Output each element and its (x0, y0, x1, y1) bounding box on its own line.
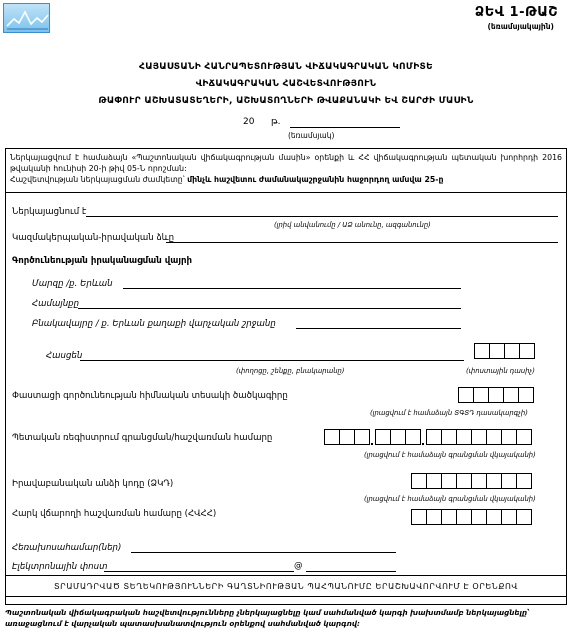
intro-text (10, 152, 562, 185)
divider (6, 596, 566, 597)
org-legal-form-field[interactable] (166, 242, 558, 243)
divider (6, 192, 566, 193)
state-registry-cells[interactable] (324, 429, 531, 445)
community-label: Համայնքը (32, 299, 80, 309)
email-user-field[interactable] (104, 571, 294, 572)
main-activity-note: (լրացվում է համաձայն ՏԳՏԴ դասակարգչի) (370, 409, 528, 417)
year-label: 20 (243, 117, 255, 127)
deadline-prefix: Հաշվետվության ներկայացման ժամկետը՝ (10, 175, 185, 184)
year-suffix: թ. (271, 117, 281, 127)
form-code: ՁԵՎ 1-ԹԱՇ (474, 5, 558, 20)
email-domain-field[interactable] (306, 571, 396, 572)
main-activity-cells[interactable] (458, 387, 533, 403)
quarter-note: (եռամսյակ) (288, 131, 335, 140)
legal-entity-code-label: Իրավաբանական անձի կոդը (ՁԿԴ) (12, 479, 174, 489)
org-legal-form-label: Կազմակերպական-իրավական ձևը (12, 233, 175, 243)
region-field[interactable] (123, 288, 461, 289)
settlement-label: Բնակավայրը / ք. Երևան քաղաքի վարչական շրջանը (32, 319, 276, 329)
settlement-field[interactable] (296, 328, 461, 329)
postal-code-note: (փոստային դասիչ) (466, 367, 535, 375)
community-field[interactable] (78, 308, 461, 309)
statistics-committee-logo (3, 3, 50, 33)
submitted-by-field[interactable] (86, 216, 558, 217)
submitted-by-note: (լրիվ անվանումը / ԱՁ անունը, ազգանունը) (274, 221, 431, 229)
form-body (5, 148, 567, 605)
actual-location-heading: Գործունեության իրականացման վայրի (12, 256, 193, 266)
address-note: (փողոցը, շենքը, բնակարանը) (236, 367, 345, 375)
email-label: Էլեկտրոնային փոստ (12, 562, 108, 572)
legal-entity-code-note: (լրացվում է համաձայն գրանցման վկայականի) (364, 495, 536, 503)
taxpayer-id-label: Հարկ վճարողի հաշվառման համարը (ՀՎՀՀ) (12, 509, 217, 519)
main-activity-label: Փաստացի գործունեության հիմնական տեսակի ծածկագիրը (12, 391, 288, 401)
phones-field[interactable] (131, 552, 396, 553)
legal-entity-code-cells[interactable] (411, 473, 531, 489)
region-label: Մարզը /ք. Երևան (32, 279, 113, 289)
title-line-1: ՀԱՅԱՍՏԱՆԻ ՀԱՆՐԱՊԵՏՈՒԹՅԱՆ ՎԻՃԱԿԱԳՐԱԿԱՆ ԿՈՄԻՏԵ (139, 62, 433, 72)
state-registry-label: Պետական ռեգիստրում գրանցման/հաշվառման համարը (12, 433, 273, 443)
quarter-input-line[interactable] (290, 127, 400, 128)
email-at-sign: @ (294, 561, 303, 571)
divider (6, 575, 566, 576)
address-label: Հասցեն (46, 351, 83, 361)
liability-note: Պաշտոնական վիճակագրական հաշվետվությունները չներկայացնելը կամ սահմանված կարգի խախտմամբ ներկայացնելը՝ առաջացնում է վարչական պատասխանատվություն օրենքով սահմանված կարգով: (5, 608, 530, 628)
deadline-value: մինչև հաշվետու ժամանակաշրջանին հաջորդող ամսվա 25-ը (187, 175, 444, 184)
form-periodicity: (եռամսյակային) (487, 22, 554, 31)
submitted-by-label: Ներկայացնում է (12, 207, 87, 217)
taxpayer-id-cells[interactable] (411, 509, 531, 525)
logo-chart-icon (4, 4, 51, 34)
state-registry-note: (լրացվում է համաձայն գրանցման վկայականի) (364, 451, 536, 459)
intro-legal-basis: Ներկայացվում է համաձայն «Պաշտոնական վիճակագրության մասին» օրենքի և ՀՀ վիճակագրության պետական խորհրդի 2016 թվականի հունիսի 20-ի թիվ 05-Ն որոշման: (10, 153, 562, 173)
postal-code-cells[interactable] (474, 343, 534, 359)
confidentiality-banner: ՏՐԱՄԱԴՐՎԱԾ ՏԵՂԵԿՈՒԹՅՈՒՆՆԵՐԻ ԳԱՂՏՆԻՈՒԹՅԱՆ ՊԱՀՊԱՆՈՒՄԸ ԵՐԱՇԽԱՎՈՐՎՈՒՄ Է ՕՐԵՆՔՈՎ (53, 582, 519, 591)
address-field[interactable] (80, 360, 464, 361)
phones-label: Հեռախոսահամար(ներ) (12, 543, 122, 553)
title-line-2: ՎԻՃԱԿԱԳՐԱԿԱՆ ՀԱՇՎԵՏՎՈՒԹՅՈՒՆ (195, 79, 377, 89)
title-line-3: ԹԱՓՈՒՐ ԱՇԽԱՏԱՏԵՂԵՐԻ, ԱՇԽԱՏՈՂՆԵՐԻ ԹՎԱՔԱՆԱԿԻ ԵՎ ՇԱՐԺԻ ՄԱՍԻՆ (98, 96, 474, 106)
